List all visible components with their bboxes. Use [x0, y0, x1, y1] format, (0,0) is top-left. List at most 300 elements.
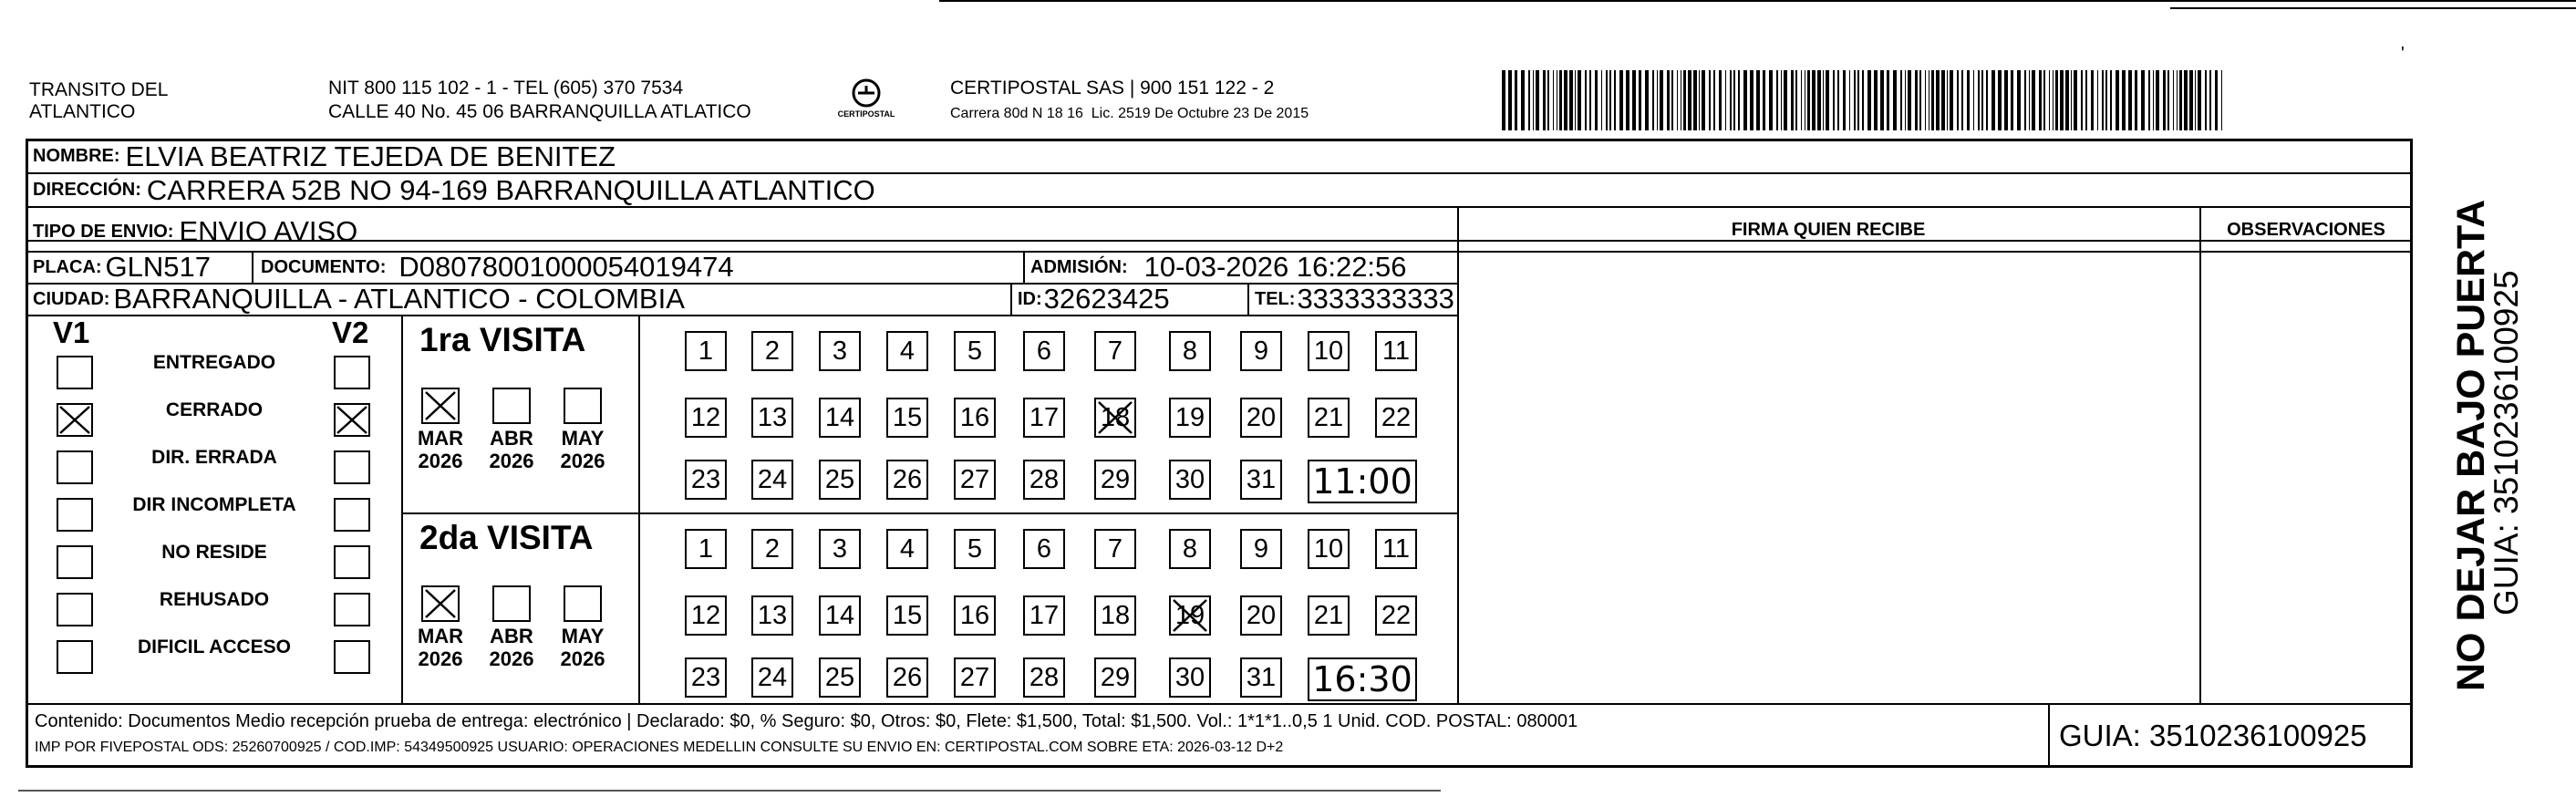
- id-value: 32623425: [1043, 284, 1170, 315]
- status-label: NO RESIDE: [161, 542, 267, 563]
- day-box[interactable]: [1094, 331, 1136, 371]
- day-number: 29: [1100, 662, 1131, 692]
- month-checkbox[interactable]: [492, 388, 531, 424]
- day-box[interactable]: [1240, 460, 1282, 500]
- day-number: 2: [764, 336, 781, 366]
- barcode-bar: [1677, 70, 1678, 130]
- barcode-bar: [2085, 70, 2087, 130]
- barcode-bar: [2156, 70, 2159, 130]
- day-number: 27: [959, 464, 990, 494]
- day-box[interactable]: [1023, 331, 1065, 371]
- barcode-bar: [1849, 70, 1850, 130]
- day-number: 19: [1174, 402, 1205, 432]
- day-box[interactable]: [751, 529, 793, 569]
- barcode: [1500, 68, 2229, 132]
- cell-divider: [252, 251, 253, 283]
- documento-value: D08078001000054019474: [398, 252, 734, 283]
- day-box[interactable]: [1094, 529, 1136, 569]
- barcode-bar: [2032, 70, 2035, 130]
- day-box[interactable]: [685, 331, 727, 371]
- org-line1: TRANSITO DEL: [29, 79, 169, 100]
- day-number: 20: [1246, 600, 1277, 630]
- barcode-bar: [1874, 70, 1878, 130]
- day-number: 24: [757, 662, 788, 692]
- barcode-bar: [2177, 70, 2178, 130]
- day-number: 5: [967, 336, 983, 366]
- admision-value: 10-03-2026 16:22:56: [1143, 252, 1407, 283]
- day-box[interactable]: [1094, 460, 1136, 500]
- placa-label: PLACA:: [33, 256, 102, 277]
- day-box[interactable]: [1308, 398, 1350, 438]
- barcode-bar: [1606, 70, 1608, 130]
- day-number: 19: [1174, 600, 1205, 630]
- barcode-bar: [1725, 70, 1726, 130]
- direccion-row: [33, 174, 875, 206]
- v2-label: V2: [332, 316, 369, 349]
- day-number: 3: [832, 533, 848, 564]
- barcode-bar: [1601, 70, 1602, 130]
- barcode-bar: [2091, 70, 2094, 130]
- month-checkbox[interactable]: [492, 585, 531, 622]
- barcode-bar: [2195, 70, 2196, 130]
- day-box[interactable]: [1240, 595, 1282, 636]
- placa-value: GLN517: [105, 252, 212, 283]
- day-box[interactable]: [1094, 595, 1136, 636]
- barcode-bar: [1719, 70, 1722, 130]
- v1-label: V1: [53, 316, 90, 349]
- day-number: 11: [1381, 533, 1411, 564]
- barcode-bar: [1950, 70, 1953, 130]
- month-year: 2026: [418, 450, 463, 472]
- day-box[interactable]: [1094, 657, 1136, 698]
- barcode-bar: [1936, 70, 1940, 130]
- time-box[interactable]: 11:00: [1308, 460, 1417, 503]
- day-box[interactable]: [1375, 529, 1417, 569]
- day-box[interactable]: [1023, 529, 1065, 569]
- month-label: [553, 625, 613, 670]
- day-box[interactable]: [685, 595, 727, 636]
- tipo-envio-label: TIPO DE ENVIO:: [33, 221, 174, 242]
- barcode-bar: [1991, 70, 1995, 130]
- barcode-bar: [2153, 70, 2154, 130]
- day-box[interactable]: [954, 595, 996, 636]
- v2-checkbox[interactable]: [334, 593, 370, 626]
- barcode-bar: [1683, 70, 1686, 130]
- barcode-bar: [1941, 70, 1945, 130]
- direccion-label: DIRECCIÓN:: [33, 180, 141, 200]
- barcode-bar: [1575, 70, 1576, 130]
- day-box[interactable]: [1375, 398, 1417, 438]
- barcode-bar: [1533, 70, 1534, 130]
- v1-checkbox[interactable]: [57, 356, 93, 389]
- day-box[interactable]: [1169, 398, 1211, 438]
- day-number: 30: [1174, 464, 1205, 494]
- day-box[interactable]: [751, 595, 793, 636]
- v2-checkbox[interactable]: [334, 640, 370, 674]
- barcode-bar: [2221, 70, 2222, 130]
- barcode-bar: [1536, 70, 1539, 130]
- day-box[interactable]: [1240, 398, 1282, 438]
- barcode-bar: [2198, 70, 2201, 130]
- day-box[interactable]: [685, 657, 727, 698]
- bottom-edge-line: [18, 790, 1441, 792]
- observaciones-header: OBSERVACIONES: [2227, 220, 2385, 240]
- day-number: 13: [757, 402, 788, 432]
- day-box[interactable]: [954, 398, 996, 438]
- barcode-bar: [2011, 70, 2013, 130]
- month-checkbox[interactable]: [421, 585, 460, 622]
- day-box[interactable]: [1169, 529, 1211, 569]
- status-label: DIFICIL ACCESO: [137, 637, 291, 657]
- side-guia: GUIA: 3510236100925: [2488, 270, 2525, 616]
- day-number: 7: [1107, 533, 1123, 564]
- barcode-bar: [1801, 70, 1802, 130]
- day-box[interactable]: [886, 529, 928, 569]
- nombre-label: NOMBRE:: [33, 146, 120, 166]
- barcode-bar: [1595, 70, 1598, 130]
- day-box[interactable]: [1240, 529, 1282, 569]
- barcode-bar: [2060, 70, 2064, 130]
- day-number: 31: [1246, 662, 1277, 692]
- barcode-bar: [1589, 70, 1591, 130]
- status-label: DIR INCOMPLETA: [132, 494, 296, 515]
- day-box[interactable]: [685, 398, 727, 438]
- barcode-bar: [1652, 70, 1654, 130]
- barcode-bar: [1733, 70, 1735, 130]
- barcode-bar: [1645, 70, 1649, 130]
- month-label: [410, 625, 471, 670]
- documento-label: DOCUMENTO:: [261, 256, 387, 277]
- firma-left-border: [1457, 206, 1459, 703]
- day-box[interactable]: [1023, 595, 1065, 636]
- day-box[interactable]: [954, 460, 996, 500]
- side-warning: NO DEJAR BAJO PUERTA: [2449, 199, 2493, 691]
- barcode-bar: [2055, 70, 2058, 130]
- barcode-bar: [1671, 70, 1673, 130]
- day-number: 31: [1246, 464, 1277, 494]
- certipostal-logo: [834, 77, 898, 124]
- row-line: [26, 315, 1457, 316]
- barcode-bar: [2004, 70, 2008, 130]
- v2-checkbox[interactable]: [334, 403, 370, 437]
- nombre-row: [33, 140, 616, 172]
- tipo-envio-value: ENVIO AVISO: [179, 215, 358, 247]
- v2-checkbox[interactable]: [334, 498, 370, 532]
- row-line: [26, 206, 2413, 208]
- barcode-bar: [1817, 70, 1821, 130]
- barcode-bar: [1543, 70, 1546, 130]
- nit-line1: NIT 800 115 102 - 1 - TEL (605) 370 7534: [328, 78, 684, 98]
- day-number: 29: [1100, 464, 1131, 494]
- day-box[interactable]: [751, 398, 793, 438]
- barcode-bar: [1967, 70, 1970, 130]
- day-box[interactable]: [751, 460, 793, 500]
- barcode-bar: [2029, 70, 2030, 130]
- month-year: 2026: [489, 647, 534, 670]
- day-box[interactable]: [1308, 595, 1350, 636]
- day-box[interactable]: [1169, 595, 1211, 636]
- barcode-bar: [1632, 70, 1636, 130]
- v1-checkbox[interactable]: [57, 545, 93, 579]
- month-year: 2026: [560, 450, 605, 472]
- observaciones-left-border: [2199, 206, 2201, 703]
- day-box[interactable]: [886, 595, 928, 636]
- month-checkbox[interactable]: [421, 388, 460, 424]
- barcode-bar: [1947, 70, 1948, 130]
- visit-title: 1ra VISITA: [419, 321, 586, 358]
- day-box[interactable]: [1169, 460, 1211, 500]
- day-box[interactable]: [886, 460, 928, 500]
- day-box[interactable]: [1240, 331, 1282, 371]
- barcode-bar: [2065, 70, 2069, 130]
- day-number: 21: [1313, 600, 1344, 630]
- day-number: 1: [698, 533, 714, 564]
- barcode-bar: [1893, 70, 1897, 130]
- day-number: 25: [824, 662, 855, 692]
- visit-divider: [401, 512, 1457, 514]
- barcode-bar: [1547, 70, 1549, 130]
- day-box[interactable]: [1169, 657, 1211, 698]
- day-number: 1: [698, 336, 714, 366]
- day-number: 14: [824, 600, 855, 630]
- barcode-bar: [1919, 70, 1921, 130]
- org-line2: ATLANTICO: [29, 101, 136, 122]
- barcode-bar: [2081, 70, 2083, 130]
- day-box[interactable]: [1308, 529, 1350, 569]
- top-edge-line: [939, 0, 2576, 2]
- barcode-bar: [1578, 70, 1581, 130]
- barcode-bar: [2163, 70, 2166, 130]
- footer-line1: Contenido: Documentos Medio recepción prueba de entrega: electrónico | Declarado: $0, % Seguro: $0, Otros: $0, Flete: $1,500, Total: $1,500. Vol.: 1*1*1..0,5 1 Unid. COD. POSTAL: 080001: [35, 711, 1578, 731]
- day-number: 13: [757, 600, 788, 630]
- barcode-bar: [1585, 70, 1587, 130]
- day-number: 6: [1036, 336, 1052, 366]
- v2-checkbox[interactable]: [334, 450, 370, 484]
- barcode-bar: [1908, 70, 1911, 130]
- day-box[interactable]: [819, 529, 861, 569]
- day-box[interactable]: [819, 398, 861, 438]
- barcode-bar: [1553, 70, 1554, 130]
- ciudad-value: BARRANQUILLA - ATLANTICO - COLOMBIA: [113, 284, 685, 315]
- firma-header: FIRMA QUIEN RECIBE: [1731, 220, 1926, 240]
- day-box[interactable]: [886, 657, 928, 698]
- barcode-bar: [1887, 70, 1889, 130]
- barcode-bar: [1750, 70, 1754, 130]
- barcode-bar: [1738, 70, 1740, 130]
- v1-checkbox[interactable]: [57, 640, 93, 674]
- barcode-bar: [1559, 70, 1562, 130]
- day-box[interactable]: [954, 657, 996, 698]
- id-label: ID:: [1018, 288, 1042, 309]
- month-year: 2026: [560, 647, 605, 670]
- status-label: DIR. ERRADA: [151, 447, 277, 468]
- barcode-bar: [1795, 70, 1797, 130]
- day-number: 26: [892, 464, 923, 494]
- barcode-bar: [2148, 70, 2150, 130]
- barcode-bar: [2043, 70, 2045, 130]
- barcode-bar: [2049, 70, 2050, 130]
- day-box[interactable]: [886, 398, 928, 438]
- month-days-divider: [638, 315, 640, 703]
- day-box[interactable]: [1094, 398, 1136, 438]
- v1-checkbox[interactable]: [57, 498, 93, 532]
- barcode-bar: [2074, 70, 2077, 130]
- month-name: MAR: [417, 427, 464, 450]
- barcode-bar: [1784, 70, 1787, 130]
- day-box[interactable]: [1375, 331, 1417, 371]
- barcode-bar: [1857, 70, 1859, 130]
- day-number: 8: [1182, 336, 1198, 366]
- company-line1: CERTIPOSTAL SAS | 900 151 122 - 2: [950, 78, 1275, 98]
- day-number: 15: [892, 600, 923, 630]
- day-box[interactable]: [819, 657, 861, 698]
- barcode-bar: [2167, 70, 2169, 130]
- barcode-bar: [2097, 70, 2098, 130]
- day-number: 16: [959, 402, 990, 432]
- barcode-bar: [1900, 70, 1902, 130]
- barcode-bar: [2116, 70, 2119, 130]
- day-box[interactable]: [751, 657, 793, 698]
- barcode-bar: [1709, 70, 1711, 130]
- ciudad-label: CIUDAD:: [33, 288, 110, 309]
- barcode-bar: [1981, 70, 1983, 130]
- barcode-bar: [1564, 70, 1567, 130]
- barcode-bar: [2105, 70, 2107, 130]
- barcode-bar: [2017, 70, 2021, 130]
- ciudad-cell: [33, 284, 685, 315]
- logo-text: CERTIPOSTAL: [837, 109, 895, 119]
- barcode-bar: [1769, 70, 1773, 130]
- barcode-bar: [2128, 70, 2132, 130]
- barcode-bar: [2122, 70, 2126, 130]
- barcode-bar: [2102, 70, 2104, 130]
- barcode-bar: [2215, 70, 2218, 130]
- v2-checkbox[interactable]: [334, 545, 370, 579]
- v2-checkbox[interactable]: [334, 356, 370, 389]
- nit-line2: CALLE 40 No. 45 06 BARRANQUILLA ATLATICO: [328, 101, 751, 122]
- day-box[interactable]: [819, 331, 861, 371]
- barcode-bar: [1973, 70, 1974, 130]
- day-box[interactable]: [886, 331, 928, 371]
- v1-checkbox[interactable]: [57, 450, 93, 484]
- v1-checkbox[interactable]: [57, 593, 93, 626]
- day-number: 10: [1313, 336, 1344, 366]
- barcode-bar: [1569, 70, 1573, 130]
- day-number: 18: [1100, 402, 1131, 432]
- barcode-bar: [2209, 70, 2211, 130]
- month-checkbox[interactable]: [564, 388, 602, 424]
- status-visit-divider: [401, 315, 403, 703]
- footer-guia: GUIA: 3510236100925: [2059, 719, 2367, 752]
- company-line2: Carrera 80d N 18 16 Lic. 2519 De Octubre 23 De 2015: [950, 106, 1309, 121]
- barcode-bar: [1614, 70, 1616, 130]
- day-number: 24: [757, 464, 788, 494]
- time-box[interactable]: 16:30: [1308, 657, 1417, 701]
- day-box[interactable]: [1308, 331, 1350, 371]
- id-cell: [1018, 284, 1170, 315]
- barcode-bar: [1791, 70, 1794, 130]
- day-number: 17: [1029, 600, 1060, 630]
- barcode-bar: [1905, 70, 1906, 130]
- day-box[interactable]: [685, 529, 727, 569]
- barcode-bar: [2179, 70, 2182, 130]
- day-number: 20: [1246, 402, 1277, 432]
- barcode-bar: [1660, 70, 1663, 130]
- month-checkbox[interactable]: [564, 585, 602, 622]
- barcode-bar: [2189, 70, 2193, 130]
- day-number: 23: [690, 662, 721, 692]
- barcode-bar: [2039, 70, 2042, 130]
- corner-mark: ': [2401, 44, 2405, 64]
- barcode-bar: [1854, 70, 1856, 130]
- day-number: 25: [824, 464, 855, 494]
- day-box[interactable]: [1023, 657, 1065, 698]
- day-number: 28: [1029, 662, 1060, 692]
- barcode-bar: [2071, 70, 2072, 130]
- day-number: 16: [959, 600, 990, 630]
- cell-divider: [1023, 251, 1025, 283]
- month-label: [410, 427, 471, 472]
- day-box[interactable]: [685, 460, 727, 500]
- guia-divider: [2048, 703, 2050, 768]
- barcode-bar: [2110, 70, 2112, 130]
- day-box[interactable]: [819, 595, 861, 636]
- month-name: ABR: [490, 427, 533, 450]
- barcode-bar: [1763, 70, 1765, 130]
- day-box[interactable]: [1169, 331, 1211, 371]
- day-number: 18: [1100, 600, 1131, 630]
- barcode-bar: [1639, 70, 1641, 130]
- day-box[interactable]: [1023, 460, 1065, 500]
- day-box[interactable]: [751, 331, 793, 371]
- barcode-bar: [1781, 70, 1782, 130]
- barcode-bar: [1502, 70, 1505, 130]
- day-number: 17: [1029, 402, 1060, 432]
- barcode-bar: [1837, 70, 1839, 130]
- barcode-bar: [1961, 70, 1963, 130]
- barcode-bar: [1702, 70, 1705, 130]
- day-number: 14: [824, 402, 855, 432]
- barcode-bar: [1521, 70, 1525, 130]
- day-number: 30: [1174, 662, 1205, 692]
- row-line: [26, 703, 2413, 705]
- day-number: 28: [1029, 464, 1060, 494]
- barcode-bar: [1957, 70, 1959, 130]
- day-number: 5: [967, 533, 983, 564]
- barcode-bar: [1619, 70, 1623, 130]
- visit-title: 2da VISITA: [419, 519, 594, 556]
- barcode-bar: [1776, 70, 1778, 130]
- barcode-bar: [1743, 70, 1747, 130]
- direccion-value: CARRERA 52B NO 94-169 BARRANQUILLA ATLANTICO: [146, 174, 875, 206]
- day-box[interactable]: [954, 529, 996, 569]
- day-number: 23: [690, 464, 721, 494]
- day-box[interactable]: [1023, 398, 1065, 438]
- v1-checkbox[interactable]: [57, 403, 93, 437]
- day-number: 11: [1381, 336, 1411, 366]
- day-box[interactable]: [954, 331, 996, 371]
- day-number: 8: [1182, 533, 1198, 564]
- barcode-bar: [2141, 70, 2145, 130]
- barcode-bar: [1756, 70, 1760, 130]
- day-box[interactable]: [1240, 657, 1282, 698]
- barcode-bar: [1657, 70, 1658, 130]
- barcode-bar: [1688, 70, 1691, 130]
- day-box[interactable]: [1375, 595, 1417, 636]
- day-number: 6: [1036, 533, 1052, 564]
- day-box[interactable]: [819, 460, 861, 500]
- day-number: 12: [690, 600, 721, 630]
